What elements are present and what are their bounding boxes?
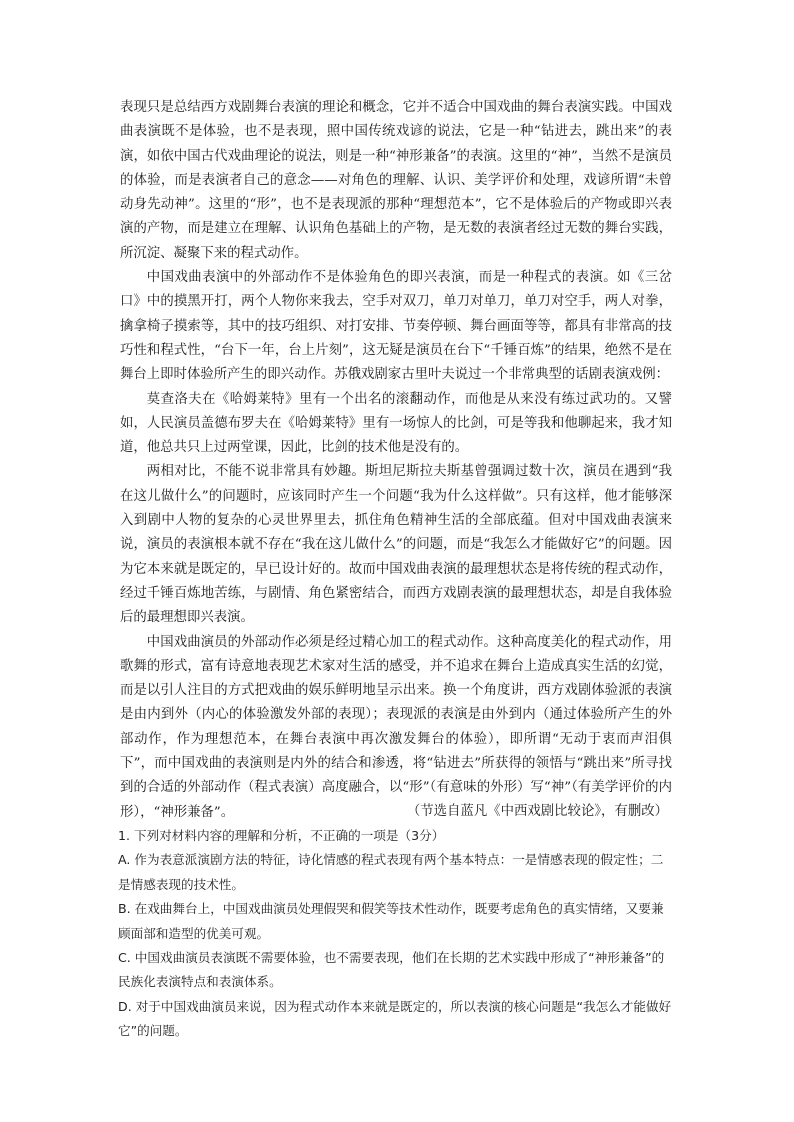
- question-1-option-a: A. 作为表意派演剧方法的特征，诗化情感的程式表现有两个基本特点：一是情感表现的假定性；二是情感表现的技术性。: [118, 852, 664, 892]
- question-1: [118, 824, 674, 1044]
- passage-paragraph-1: 表现只是总结西方戏剧舞台表演的理论和概念，它并不适合中国戏曲的舞台表演实践。中国戏曲表演既不是体验，也不是表现，照中国传统戏谚的说法，它是一种“钻进去，跳出来”的表演，如依中国古代戏曲理论的说法，则是一种“神形兼备”的表演。这里的“神”，当然不是演员的体验，而是表演者自己的意念——对角色的理解、认识、美学评价和处理，戏谚所谓“未曾动身先动神”。这里的“形”，也不是表现派的那种“理想范本”，它不是体验后的产物或即兴表演的产物，而是建立在理解、认识角色基础上的产物，是无数的表演者经过无数的舞台实践，所沉淀、凝聚下来的程式动作。: [120, 100, 672, 261]
- question-1-option-c: C. 中国戏曲演员表演既不需要体验，也不需要表现，他们在长期的艺术实践中形成了“神形兼备”的民族化表演特点和表演体系。: [118, 950, 665, 990]
- reading-passage: [120, 96, 672, 825]
- passage-paragraph-2: 中国戏曲表演中的外部动作不是体验角色的即兴表演，而是一种程式的表演。如《三岔口》中的摸黑开打，两个人物你来我去，空手对双刀，单刀对单刀，单刀对空手，两人对拳，擒拿椅子摸索等，其中的技巧组织、对打安排、节奏停顿、舞台画面等等，都具有非常高的技巧性和程式性，“台下一年，台上片刻”，这无疑是演员在台下“千锤百炼”的结果，绝然不是在舞台上即时体验所产生的即兴动作。苏俄戏剧家古里叶夫说过一个非常典型的话剧表演戏例：: [120, 270, 672, 383]
- question-1-option-d: D. 对于中国戏曲演员来说，因为程式动作本来就是既定的，所以表演的核心问题是“我怎么才能做好它”的问题。: [118, 998, 672, 1039]
- question-1-stem: 1. 下列对材料内容的理解和分析，不正确的一项是（3分）: [118, 828, 445, 843]
- passage-source: （节选自蓝凡《中西戏剧比较论》，有删改）: [406, 804, 668, 819]
- question-1-option-b: B. 在戏曲舞台上，中国戏曲演员处理假哭和假笑等技术性动作，既要考虑角色的真实情绪，又要兼顾面部和造型的优美可观。: [118, 901, 664, 941]
- passage-quote-paragraph: 莫查洛夫在《哈姆莱特》里有一个出名的滚翻动作，而他是从来没有练过武功的。又譬如，人民演员盖德布罗夫在《哈姆莱特》里有一场惊人的比剑，可是等我和他聊起来，我才知道，他总共只上过两堂课，因此，比剑的技术他是没有的。: [120, 391, 672, 456]
- passage-paragraph-5: 中国戏曲演员的外部动作必须是经过精心加工的程式动作。这种高度美化的程式动作，用歌舞的形式，富有诗意地表现艺术家对生活的感受，并不追求在舞台上造成真实生活的幻觉，而是以引人注目的方式把戏曲的娱乐鲜明地呈示出来。换一个角度讲，西方戏剧体验派的表演是由内到外（内心的体验激发外部的表现）；表现派的表演是由外到内（通过体验所产生的外部动作，作为理想范本，在舞台表演中再次激发舞台的体验），即所谓“无动于衷而声泪俱下”，而中国戏曲的表演则是内外的结合和渗透，将“钻进去”所获得的领悟与“跳出来”所寻找到的合适的外部动作（程式表演）高度融合，以“形”（有意味的外形）写“神”（有美学评价的内形），“神形兼备”。: [120, 634, 672, 820]
- passage-paragraph-4: 两相对比，不能不说非常具有妙趣。斯坦尼斯拉夫斯基曾强调过数十次，演员在遇到“我在这儿做什么”的问题时，应该同时产生一个问题“我为什么这样做”。只有这样，他才能够深入到剧中人物的复杂的心灵世界里去，抓住角色精神生活的全部底蕴。但对中国戏曲表演来说，演员的表演根本就不存在“我在这儿做什么”的问题，而是“我怎么才能做好它”的问题。因为它本来就是既定的，早已设计好的。故而中国戏曲表演的最理想状态是将传统的程式动作，经过千锤百炼地苦练，与剧情、角色紧密结合，而西方戏剧表演的最理想状态，却是自我体验后的最理想即兴表演。: [120, 464, 672, 626]
